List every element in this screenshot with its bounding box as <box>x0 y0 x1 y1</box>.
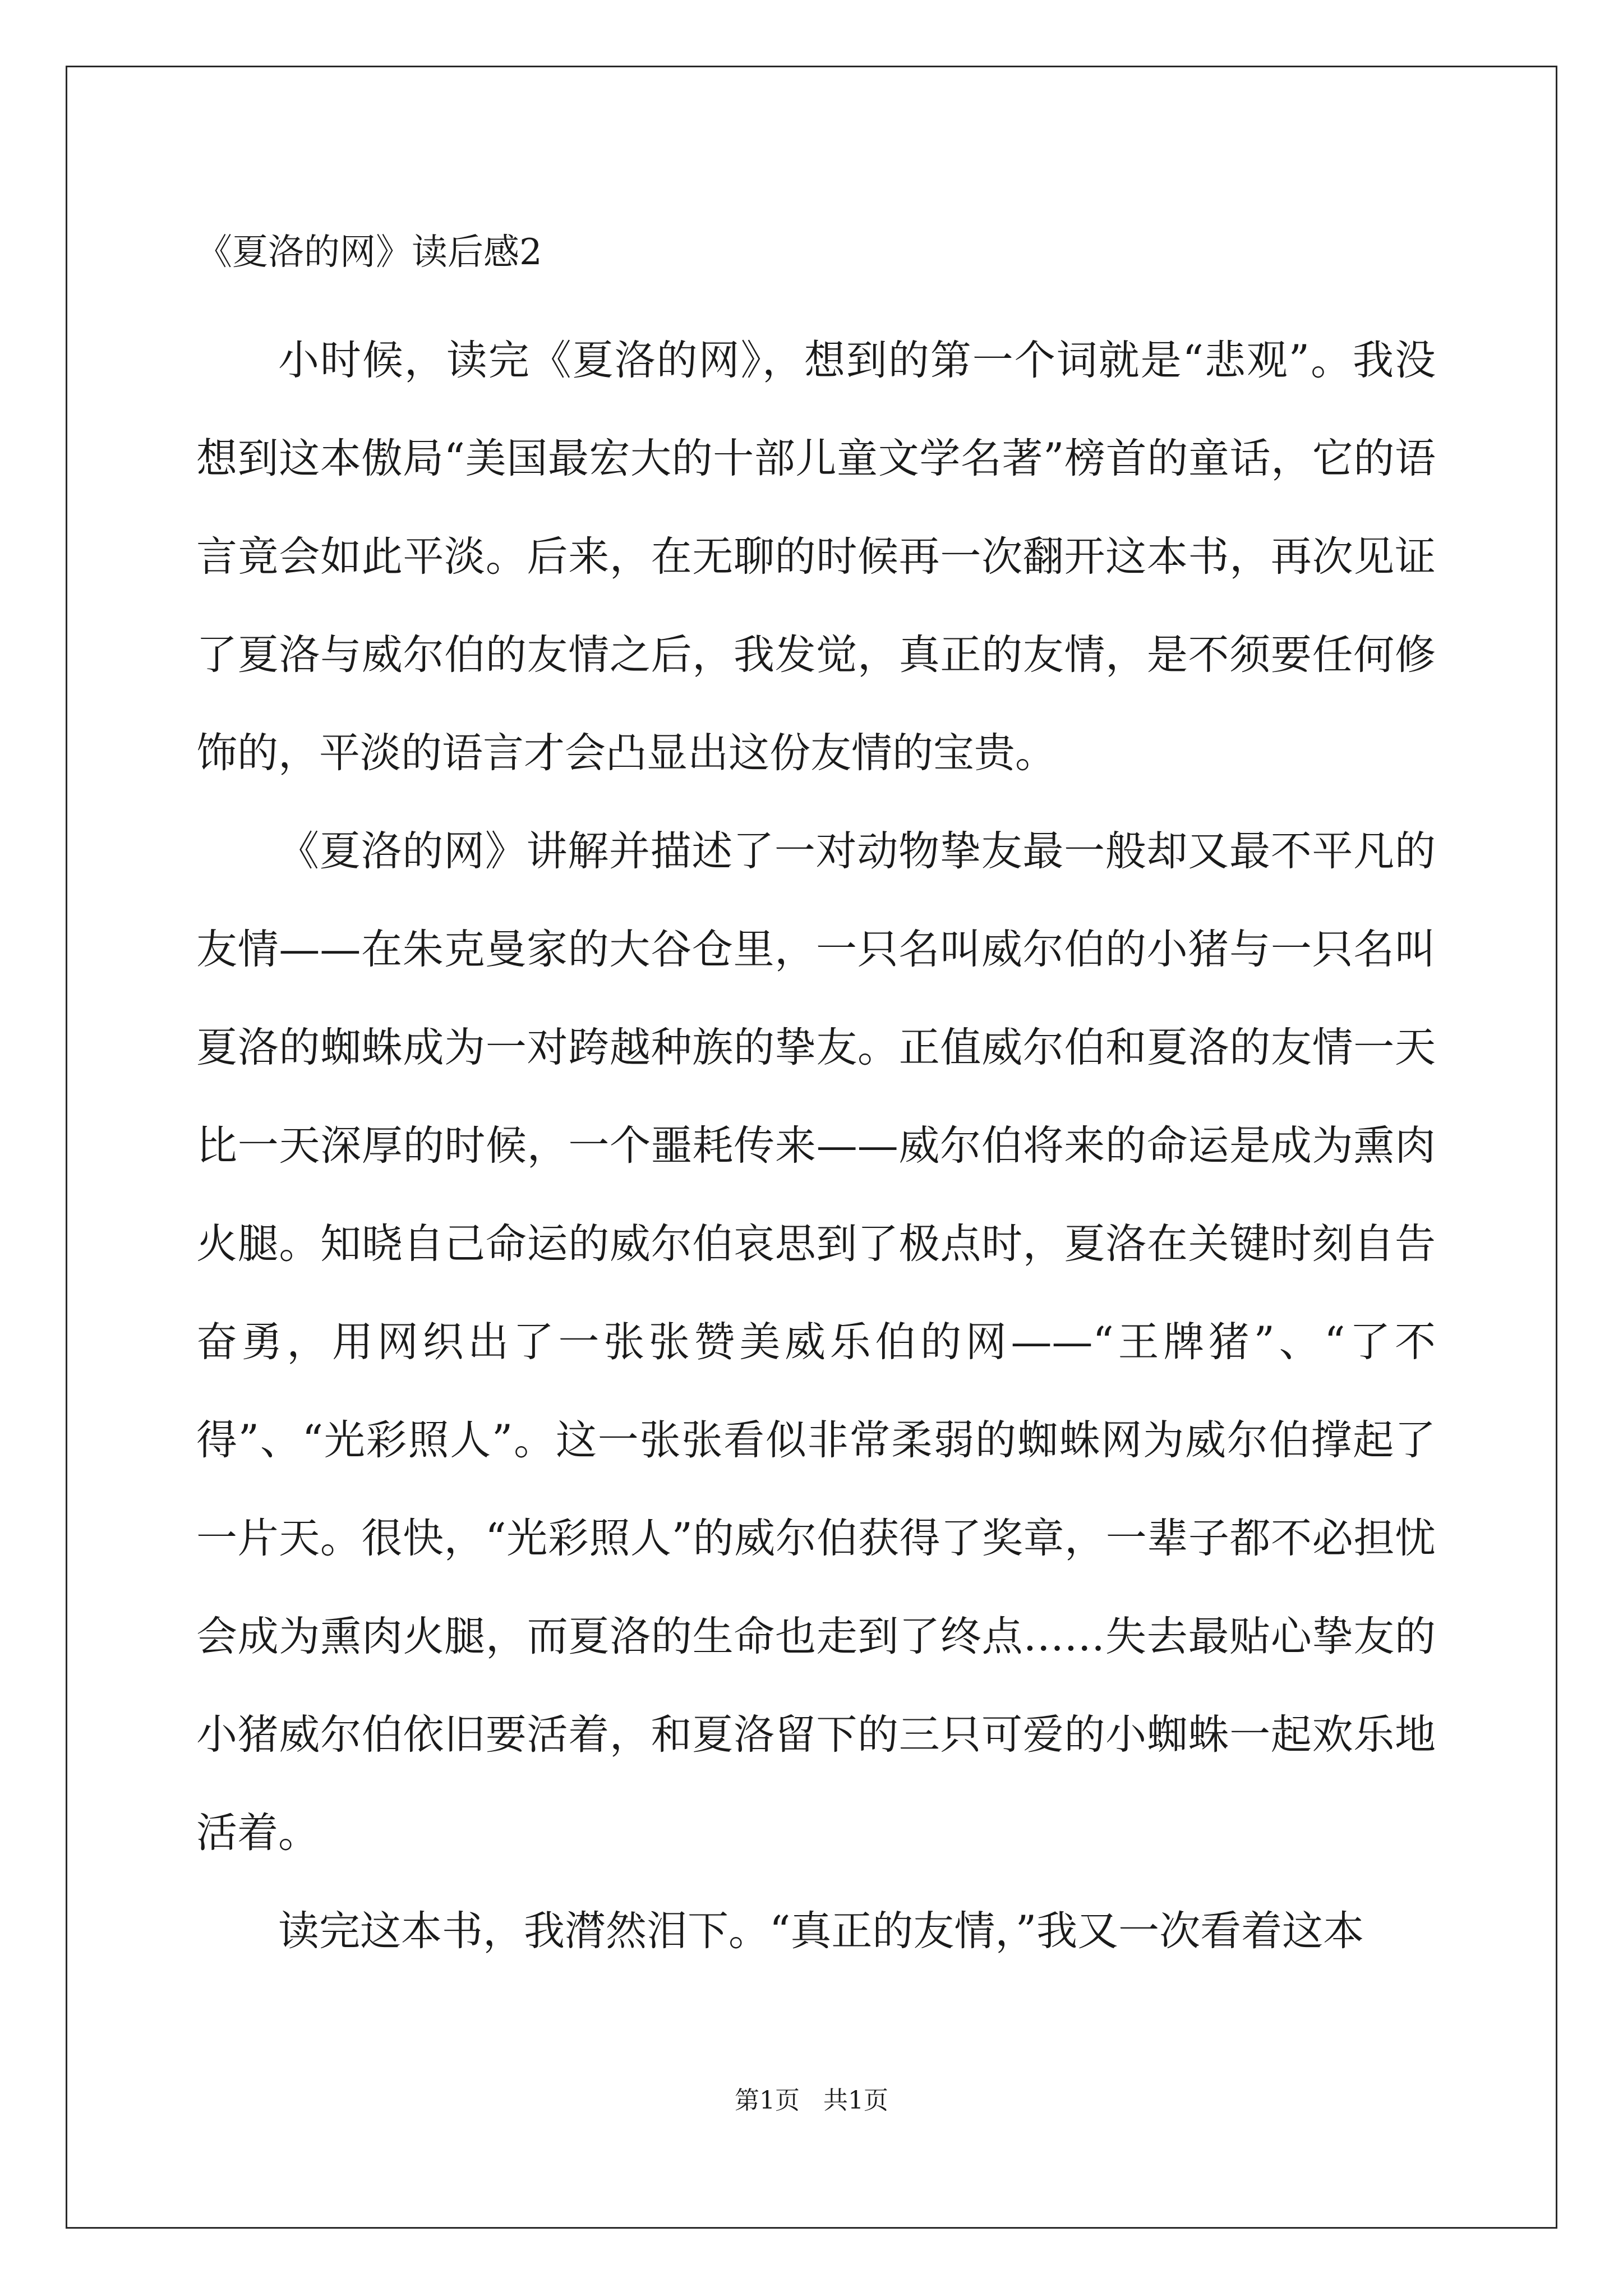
page-footer: 第1页 共1页 <box>735 2086 888 2115</box>
paragraph-1: 小时候，读完《夏洛的网》，想到的第一个词就是“悲观”。我没想到这本傲局“美国最宏大的十部儿童文学名著”榜首的童话，它的语言竟会如此平淡。后来，在无聊的时候再一次翻开这本书，再次见证了夏洛与威尔伯的友情之后，我发觉，真正的友情，是不须要任何修饰的，平淡的语言才会凸显出这份友情的宝贵。 <box>196 337 1436 777</box>
document-title: 《夏洛的网》读后感2 <box>196 232 542 273</box>
paragraph-3: 读完这本书，我潸然泪下。“真正的友情，”我又一次看着这本 <box>278 1907 1364 1955</box>
paragraph-2: 《夏洛的网》讲解并描述了一对动物挚友最一般却又最不平凡的友情——在朱克曼家的大谷仓里，一只名叫威尔伯的小猪与一只名叫夏洛的蜘蛛成为一对跨越种族的挚友。正值威尔伯和夏洛的友情一天比一天深厚的时候，一个噩耗传来——威尔伯将来的命运是成为熏肉火腿。知晓自己命运的威尔伯哀思到了极点时，夏洛在关键时刻自告奋勇，用网织出了一张张赞美威乐伯的网——“王牌猪”、“了不得”、“光彩照人”。这一张张看似非常柔弱的蜘蛛网为威尔伯撑起了一片天。很快，“光彩照人”的威尔伯获得了奖章，一辈子都不必担忧会成为熏肉火腿，而夏洛的生命也走到了终点……失去最贴心挚友的小猪威尔伯依旧要活着，和夏洛留下的三只可爱的小蜘蛛一起欢乐地活着。 <box>196 827 1436 1857</box>
document-body <box>196 213 1436 1980</box>
